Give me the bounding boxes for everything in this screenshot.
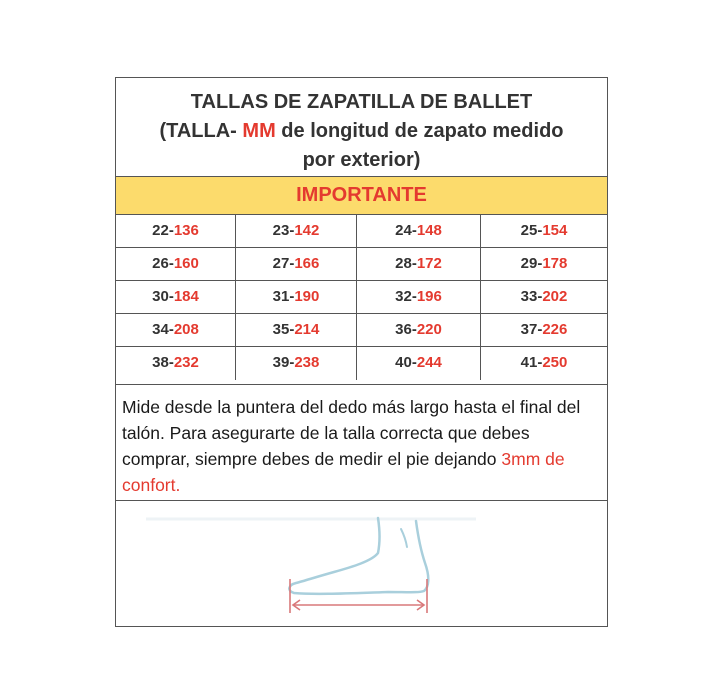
size-number: 25	[520, 222, 538, 239]
size-mm: 232	[173, 354, 199, 371]
size-cell	[236, 347, 357, 380]
size-number: 24	[395, 222, 412, 239]
chart-subtitle	[116, 117, 607, 146]
size-cell	[116, 347, 236, 380]
size-chart	[115, 77, 608, 627]
size-cell	[116, 281, 236, 314]
important-banner	[116, 177, 607, 215]
chart-header	[116, 78, 607, 177]
description-highlight: 3mm de confort.	[122, 449, 565, 495]
chart-title: TALLAS DE ZAPATILLA DE BALLET	[190, 91, 533, 113]
size-mm: 250	[542, 354, 568, 371]
size-separator: -	[411, 354, 417, 371]
size-number: 36	[395, 321, 412, 338]
size-separator: -	[537, 288, 543, 305]
size-separator: -	[411, 288, 417, 305]
size-number: 26	[152, 255, 169, 272]
size-separator: -	[537, 321, 543, 338]
size-mm: 148	[416, 222, 442, 239]
size-number: 39	[272, 354, 290, 371]
size-separator: -	[168, 288, 174, 305]
size-mm: 136	[173, 222, 199, 239]
size-mm: 184	[173, 288, 199, 305]
size-number: 35	[272, 321, 290, 338]
size-separator: -	[168, 255, 174, 272]
size-mm: 160	[173, 255, 199, 272]
size-mm: 226	[542, 321, 568, 338]
size-number: 29	[520, 255, 538, 272]
size-cell	[357, 347, 481, 380]
size-separator: -	[411, 255, 417, 272]
size-mm: 154	[542, 222, 568, 239]
size-separator: -	[168, 321, 174, 338]
size-number: 28	[395, 255, 412, 272]
size-number: 31	[272, 288, 290, 305]
foot-outline	[289, 518, 428, 594]
size-separator: -	[411, 321, 417, 338]
size-cell	[357, 314, 481, 347]
size-cell	[481, 347, 607, 380]
size-mm: 208	[173, 321, 199, 338]
subtitle-prefix: (TALLA-	[159, 120, 243, 142]
size-separator: -	[168, 354, 174, 371]
size-separator: -	[168, 222, 174, 239]
size-cell	[236, 314, 357, 347]
size-cell	[481, 215, 607, 248]
size-cell	[357, 215, 481, 248]
size-number: 34	[152, 321, 169, 338]
size-cell	[116, 215, 236, 248]
size-mm: 214	[294, 321, 320, 338]
size-cell	[236, 281, 357, 314]
ankle-mark	[401, 529, 407, 547]
size-number: 37	[520, 321, 538, 338]
size-number: 22	[152, 222, 169, 239]
size-separator: -	[537, 255, 543, 272]
chart-subtitle-line3: por exterior)	[302, 149, 421, 171]
size-separator: -	[289, 288, 295, 305]
size-mm: 196	[416, 288, 442, 305]
size-number: 27	[272, 255, 290, 272]
size-number: 23	[272, 222, 290, 239]
size-cell	[481, 248, 607, 281]
size-cell	[357, 248, 481, 281]
size-cell	[236, 248, 357, 281]
size-mm: 172	[416, 255, 442, 272]
measure-description	[116, 385, 607, 501]
important-label: IMPORTANTE	[296, 184, 427, 206]
size-separator: -	[289, 255, 295, 272]
size-separator: -	[289, 321, 295, 338]
size-mm: 166	[294, 255, 320, 272]
subtitle-highlight: MM	[242, 120, 276, 142]
size-separator: -	[289, 222, 295, 239]
size-number: 41	[520, 354, 538, 371]
size-number: 30	[152, 288, 169, 305]
foot-measure-icon	[116, 501, 607, 625]
size-mm: 244	[416, 354, 442, 371]
size-number: 38	[152, 354, 169, 371]
subtitle-suffix: de longitud de zapato medido	[275, 120, 564, 142]
size-cell	[116, 314, 236, 347]
size-separator: -	[537, 354, 543, 371]
size-cell	[357, 281, 481, 314]
size-number: 32	[395, 288, 412, 305]
foot-figure	[116, 501, 607, 625]
description-text: Mide desde la puntera del dedo más largo hasta el final del talón. Para asegurarte de la talla correcta que debes comprar, siempre debes de medir el pie dejando	[122, 397, 581, 469]
size-mm: 190	[294, 288, 320, 305]
size-separator: -	[289, 354, 295, 371]
size-mm: 238	[294, 354, 320, 371]
size-mm: 202	[542, 288, 568, 305]
size-separator: -	[411, 222, 417, 239]
size-grid	[116, 215, 607, 385]
size-cell	[481, 281, 607, 314]
size-cell	[236, 215, 357, 248]
size-cell	[481, 314, 607, 347]
size-number: 33	[520, 288, 538, 305]
size-mm: 142	[294, 222, 320, 239]
size-number: 40	[395, 354, 412, 371]
size-mm: 220	[416, 321, 442, 338]
size-mm: 178	[542, 255, 568, 272]
size-separator: -	[537, 222, 543, 239]
size-cell	[116, 248, 236, 281]
